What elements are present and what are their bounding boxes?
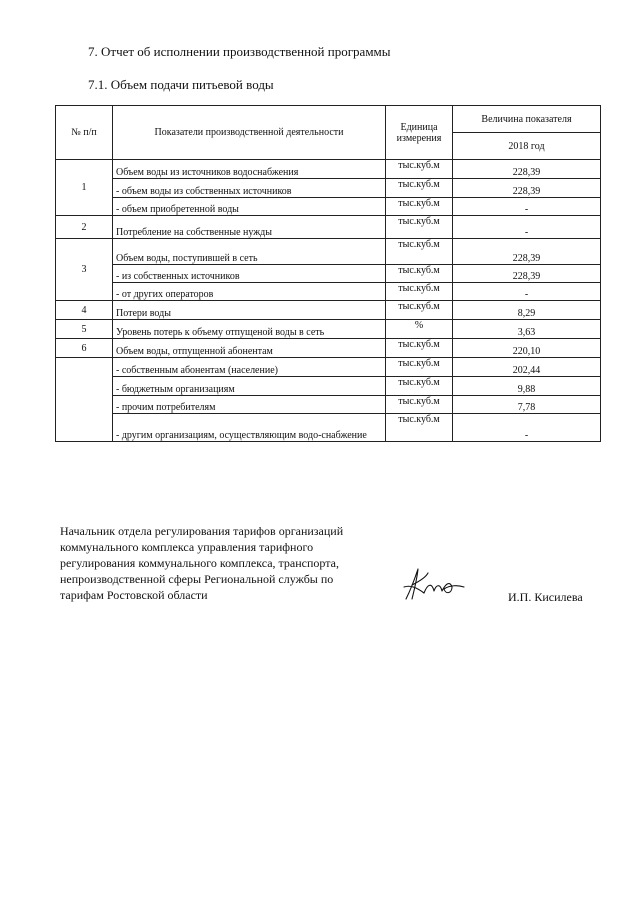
row-unit: тыс.куб.м: [386, 283, 453, 301]
subsection-title: 7.1. Объем подачи питьевой воды: [88, 77, 274, 92]
row-value: 228,39: [453, 160, 601, 179]
row-indicator: Объем воды, поступившей в сеть: [113, 239, 386, 265]
water-supply-table: [55, 105, 601, 442]
row-unit: тыс.куб.м: [386, 216, 453, 239]
row-value: 3,63: [453, 320, 601, 339]
table-row: [56, 283, 601, 301]
signer-position: Начальник отдела регулирования тарифов организаций коммунального комплекса управления тарифного регулирования коммунального комплекса, транспорта, непроизводственной сферы Региональной службы по тарифам Ростовской области: [60, 524, 344, 602]
row-indicator: - объем воды из собственных источников: [113, 179, 386, 198]
table-row: [56, 414, 601, 442]
row-value: 228,39: [453, 239, 601, 265]
table-row: [56, 198, 601, 216]
row-number: 3: [56, 239, 113, 301]
row-indicator: - бюджетным организациям: [113, 377, 386, 396]
row-number: 1: [56, 160, 113, 216]
row-unit: тыс.куб.м: [386, 396, 453, 414]
row-value: 228,39: [453, 265, 601, 283]
row-unit: %: [386, 320, 453, 339]
row-unit: тыс.куб.м: [386, 265, 453, 283]
header-indicator: Показатели производственной деятельности: [113, 106, 386, 160]
table-row: [56, 265, 601, 283]
table-row: [56, 301, 601, 320]
row-indicator: - собственным абонентам (население): [113, 358, 386, 377]
header-num: № п/п: [56, 106, 113, 160]
row-value: 7,78: [453, 396, 601, 414]
row-unit: тыс.куб.м: [386, 301, 453, 320]
row-unit: тыс.куб.м: [386, 339, 453, 358]
row-number: 4: [56, 301, 113, 320]
header-unit: Единица измерения: [386, 106, 453, 160]
row-indicator: - от других операторов: [113, 283, 386, 301]
table-row: [56, 396, 601, 414]
handwritten-signature: [398, 565, 470, 605]
row-value: -: [453, 216, 601, 239]
row-number: 5: [56, 320, 113, 339]
row-indicator: - прочим потребителям: [113, 396, 386, 414]
table-row: [56, 160, 601, 179]
row-number: 2: [56, 216, 113, 239]
row-indicator: Объем воды, отпущенной абонентам: [113, 339, 386, 358]
row-unit: тыс.куб.м: [386, 358, 453, 377]
row-indicator: Потери воды: [113, 301, 386, 320]
table-row: [56, 377, 601, 396]
row-unit: тыс.куб.м: [386, 239, 453, 265]
row-indicator: Объем воды из источников водоснабжения: [113, 160, 386, 179]
row-value: 8,29: [453, 301, 601, 320]
row-unit: тыс.куб.м: [386, 160, 453, 179]
row-indicator: - из собственных источников: [113, 265, 386, 283]
row-value: -: [453, 283, 601, 301]
table-row: [56, 179, 601, 198]
table-row: [56, 216, 601, 239]
table-header: [56, 106, 601, 160]
row-unit: тыс.куб.м: [386, 414, 453, 442]
row-indicator: Уровень потерь к объему отпущеной воды в сеть: [113, 320, 386, 339]
row-value: -: [453, 198, 601, 216]
row-unit: тыс.куб.м: [386, 377, 453, 396]
table-row: [56, 339, 601, 358]
signer-name: И.П. Кисилева: [508, 590, 583, 604]
row-unit: тыс.куб.м: [386, 179, 453, 198]
table-body: [56, 160, 601, 442]
table-row: [56, 358, 601, 377]
row-value: 202,44: [453, 358, 601, 377]
row-value: 9,88: [453, 377, 601, 396]
row-unit: тыс.куб.м: [386, 198, 453, 216]
table-row: [56, 239, 601, 265]
row-number: 6: [56, 339, 113, 358]
header-year: 2018 год: [453, 133, 601, 160]
row-number: [56, 358, 113, 442]
row-indicator: - другим организациям, осуществляющим водо-снабжение: [113, 414, 386, 442]
row-indicator: - объем приобретенной воды: [113, 198, 386, 216]
header-value-group: Величина показателя: [453, 106, 601, 133]
row-value: 228,39: [453, 179, 601, 198]
row-value: -: [453, 414, 601, 442]
row-indicator: Потребление на собственные нужды: [113, 216, 386, 239]
table-row: [56, 320, 601, 339]
row-value: 220,10: [453, 339, 601, 358]
section-title: 7. Отчет об исполнении производственной программы: [88, 44, 391, 59]
